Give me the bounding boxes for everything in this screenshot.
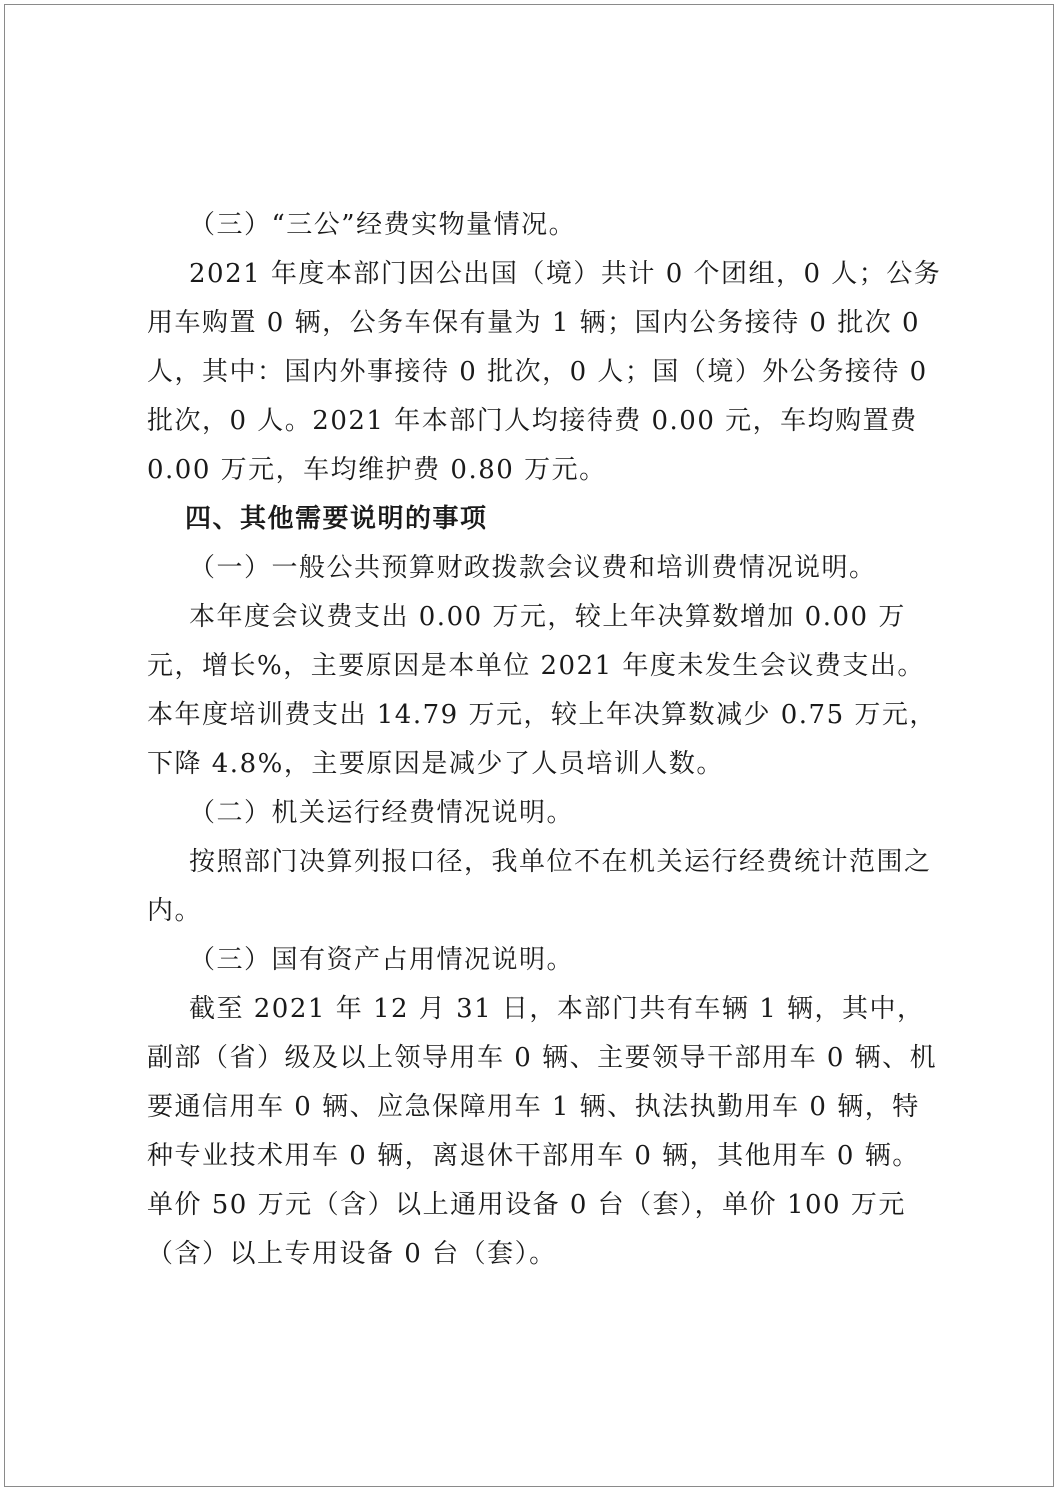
paragraph-state-assets: 截至 2021 年 12 月 31 日，本部门共有车辆 1 辆，其中，副部（省）级及以上领导用车 0 辆、主要领导干部用车 0 辆、机要通信用车 0 辆、应急保障用车 1 辆、执法执勤用车 0 辆，特种专业技术用车 0 辆，离退休干部用车 0 辆，其他用车 0 辆。单价 50 万元（含）以上通用设备 0 台（套），单价 100 万元（含）以上专用设备 0 台（套）。 (147, 994, 938, 1269)
paragraph-meeting-training-fees: 本年度会议费支出 0.00 万元，较上年决算数增加 0.00 万元，增长%，主要原因是本单位 2021 年度未发生会议费支出。本年度培训费支出 14.79 万元，较上年决算数减少 0.75 万元，下降 4.8%，主要原因是减少了人员培训人数。 (147, 602, 937, 779)
document-body (147, 201, 947, 1279)
section-heading-other-matters: 四、其他需要说明的事项 (185, 504, 488, 534)
paragraph-three-public-expenses: 2021 年度本部门因公出国（境）共计 0 个团组，0 人；公务用车购置 0 辆，公务车保有量为 1 辆；国内公务接待 0 批次 0 人，其中：国内外事接待 0 批次，0 人；国（境）外公务接待 0 批次，0 人。2021 年本部门人均接待费 0.00 元，车均购置费 0.00 万元，车均维护费 0.80 万元。 (147, 259, 942, 485)
section-heading-three-public-expenses: （三）“三公”经费实物量情况。 (189, 210, 577, 240)
document-page (4, 4, 1054, 1487)
subheading-meeting-training-fees: （一）一般公共预算财政拨款会议费和培训费情况说明。 (189, 553, 877, 583)
subheading-operating-expenses: （二）机关运行经费情况说明。 (189, 798, 575, 828)
subheading-state-assets: （三）国有资产占用情况说明。 (189, 945, 575, 975)
paragraph-operating-expenses: 按照部门决算列报口径，我单位不在机关运行经费统计范围之内。 (147, 847, 932, 926)
